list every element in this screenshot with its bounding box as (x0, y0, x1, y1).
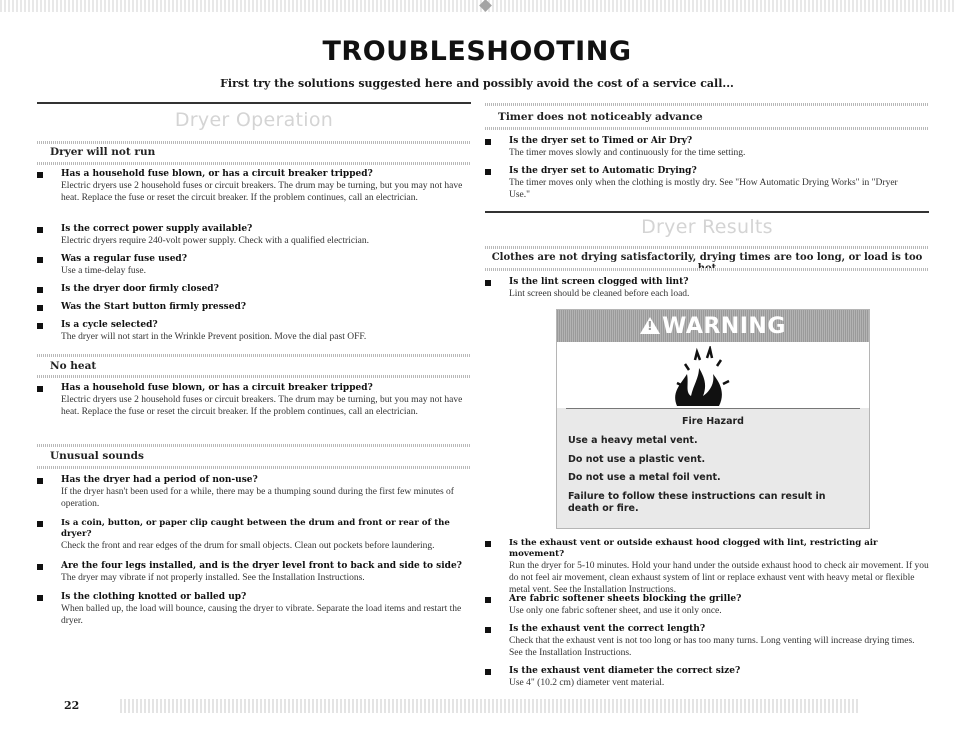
item-answer: Check the front and rear edges of the drum for small objects. Clean out pockets before laundering. (61, 541, 435, 551)
bullet-icon (485, 169, 491, 175)
bullet-icon (37, 257, 43, 263)
bullet-icon (485, 627, 491, 633)
divider (37, 162, 471, 165)
item-question: Are fabric softener sheets blocking the grille? (509, 594, 742, 604)
top-decorative-band (0, 0, 954, 12)
bullet-icon (37, 305, 43, 311)
item-answer: The timer moves slowly and continuously for the time setting. (509, 148, 746, 158)
divider (485, 103, 929, 106)
list-item (485, 624, 929, 659)
item-answer: When balled up, the load will bounce, causing the dryer to vibrate. Separate the load items and restart the dryer. (61, 604, 462, 626)
problem-title: Clothes are not drying satisfactorily, drying times are too long, or load is too (491, 252, 923, 263)
list-item (485, 277, 929, 300)
list-item (37, 561, 471, 584)
section-title-dryer-results: Dryer Results (641, 216, 773, 238)
item-question: Is a cycle selected? (61, 320, 158, 330)
item-answer: The dryer may vibrate if not properly installed. See the Installation Instructions. (61, 573, 365, 583)
item-answer: Electric dryers use 2 household fuses or circuit breakers. The drum may be turning, but you may not have heat. Replace the fuse or reset the circuit breaker. If the problem continues, call an electrician. (61, 181, 463, 203)
list-item (485, 666, 929, 689)
bullet-icon (485, 280, 491, 286)
list-item (37, 284, 471, 295)
list-item (485, 166, 929, 201)
item-answer: Use a time-delay fuse. (61, 266, 146, 276)
item-answer: Run the dryer for 5-10 minutes. Hold your hand under the outside exhaust hood to check air movement. If you do not feel air movement, clean exhaust system of lint or replace exhaust vent with heavy metal or flexible metal vent. See the Installation Instructions. (509, 561, 929, 595)
divider (485, 268, 929, 271)
page-number: 22 (64, 699, 80, 712)
bullet-icon (37, 521, 43, 527)
item-answer: Use only one fabric softener sheet, and use it only once. (509, 606, 722, 616)
item-question: Was a regular fuse used? (61, 254, 187, 264)
warning-line: Use a heavy metal vent. (568, 435, 698, 446)
warning-line: Do not use a plastic vent. (568, 454, 706, 465)
divider (37, 375, 471, 378)
bullet-icon (37, 323, 43, 329)
bullet-icon (37, 595, 43, 601)
item-answer: Electric dryers use 2 household fuses or circuit breakers. The drum may be turning, but you may not have heat. Replace the fuse or reset the circuit breaker. If the problem continues, call an electrician. (61, 395, 463, 417)
divider (37, 444, 471, 447)
section-top-rule (485, 211, 929, 213)
warning-line: Do not use a metal foil vent. (568, 472, 721, 483)
list-item (37, 592, 471, 627)
page-title: TROUBLESHOOTING (322, 36, 632, 67)
item-question: Are the four legs installed, and is the dryer level front to back and side to side? (61, 561, 462, 571)
divider (37, 141, 471, 144)
item-question: Is a coin, button, or paper clip caught between the drum and front or rear of the dryer? (61, 518, 450, 539)
bullet-icon (37, 386, 43, 392)
bullet-icon (37, 172, 43, 178)
item-question: Is the exhaust vent the correct length? (509, 624, 706, 634)
warning-header (557, 310, 869, 342)
item-question: Was the Start button firmly pressed? (61, 302, 247, 312)
item-answer: Check that the exhaust vent is not too long or has too many turns. Long venting will increase drying times. See the Installation Instructions. (509, 636, 915, 658)
section-top-rule (37, 102, 471, 104)
item-answer: The dryer will not start in the Wrinkle Prevent position. Move the dial past OFF. (61, 332, 367, 342)
list-item (37, 254, 471, 277)
item-question: Is the dryer door firmly closed? (61, 284, 219, 294)
divider (485, 127, 929, 130)
bullet-icon (37, 287, 43, 293)
item-answer: Lint screen should be cleaned before each load. (509, 289, 690, 299)
bullet-icon (485, 139, 491, 145)
list-item (485, 136, 929, 159)
diamond-ornament-icon (479, 0, 492, 12)
warning-text-panel (557, 408, 869, 528)
section-title-dryer-operation: Dryer Operation (174, 109, 334, 131)
bullet-icon (37, 227, 43, 233)
bullet-icon (485, 597, 491, 603)
bullet-icon (37, 564, 43, 570)
list-item (37, 518, 477, 552)
divider (37, 354, 471, 357)
item-question: Is the exhaust vent diameter the correct size? (509, 666, 741, 676)
bullet-icon (485, 541, 491, 547)
warning-line: Failure to follow these instructions can result in death or fire. (568, 491, 826, 514)
bullet-icon (37, 478, 43, 484)
item-answer: Use 4" (10.2 cm) diameter vent material. (509, 678, 665, 688)
item-question: Is the clothing knotted or balled up? (61, 592, 247, 602)
list-item (37, 320, 471, 343)
item-question: Is the lint screen clogged with lint? (509, 277, 689, 287)
warning-box (556, 309, 870, 529)
warning-hazard-label: Fire Hazard (682, 416, 744, 427)
item-question: Is the exhaust vent or outside exhaust hood clogged with lint, restricting air movement? (509, 538, 878, 559)
divider (37, 466, 471, 469)
item-question: Has a household fuse blown, or has a circuit breaker tripped? (61, 169, 373, 179)
problem-title: Unusual sounds (50, 450, 144, 462)
problem-title: No heat (50, 360, 97, 372)
item-question: Is the dryer set to Timed or Air Dry? (509, 136, 693, 146)
item-answer: Electric dryers require 240-volt power supply. Check with a qualified electrician. (61, 236, 370, 246)
item-answer: The timer moves only when the clothing is mostly dry. See "How Automatic Drying Works" in "Dryer Use." (509, 178, 898, 200)
item-question: Is the correct power supply available? (61, 224, 253, 234)
item-question: Is the dryer set to Automatic Drying? (509, 166, 697, 176)
list-item (37, 383, 471, 418)
fire-hazard-icon (557, 346, 869, 408)
list-item (485, 594, 929, 617)
bottom-decorative-band (120, 699, 860, 713)
bullet-icon (485, 669, 491, 675)
problem-title: Dryer will not run (50, 146, 156, 158)
item-answer: If the dryer hasn't been used for a while, there may be a thumping sound during the first few minutes of operation. (61, 487, 454, 509)
page-subtitle: First try the solutions suggested here and possibly avoid the cost of a service call... (220, 77, 734, 90)
list-item (37, 475, 471, 510)
item-question: Has a household fuse blown, or has a circuit breaker tripped? (61, 383, 373, 393)
list-item (485, 538, 933, 596)
list-item (37, 224, 471, 247)
item-question: Has the dryer had a period of non-use? (61, 475, 258, 485)
warning-triangle-icon (640, 317, 660, 334)
list-item (37, 169, 471, 204)
problem-title: Timer does not noticeably advance (498, 111, 703, 123)
warning-divider (566, 408, 860, 409)
list-item (37, 302, 471, 313)
warning-heading: WARNING (662, 314, 786, 339)
divider (485, 246, 929, 249)
